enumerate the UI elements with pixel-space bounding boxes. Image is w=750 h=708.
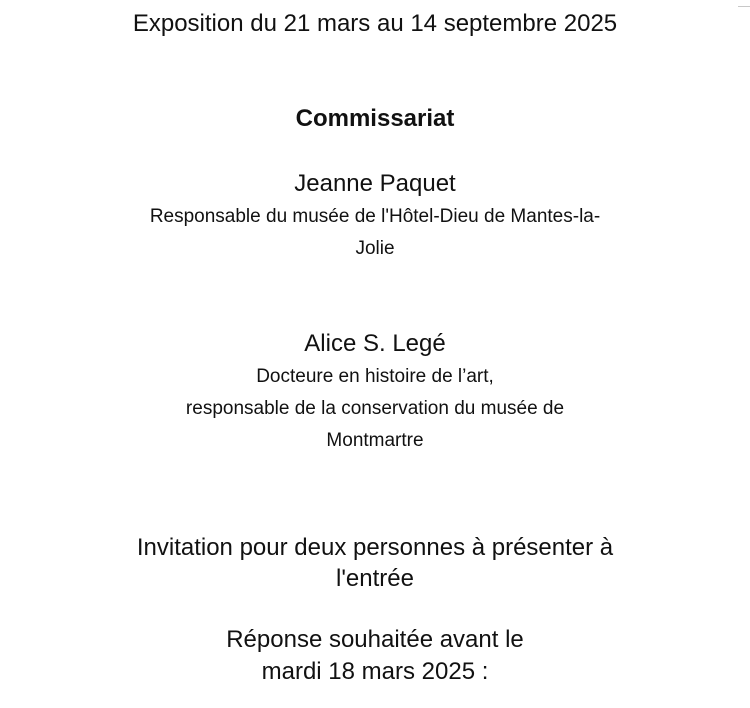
curator-role-2-line-3: Montmartre	[326, 430, 424, 451]
rsvp-line-1: Réponse souhaitée avant le	[226, 626, 524, 653]
rsvp-line-2: mardi 18 mars 2025 :	[261, 658, 489, 685]
curator-name-2: Alice S. Legé	[304, 330, 446, 357]
curation-heading: Commissariat	[295, 105, 455, 132]
curator-name-1: Jeanne Paquet	[294, 170, 456, 197]
curator-role-1-line-2: Jolie	[355, 238, 395, 259]
invitation-line-2: l'entrée	[336, 565, 414, 592]
invitation-line-1: Invitation pour deux personnes à présenter à	[136, 534, 614, 561]
exhibition-dates: Exposition du 21 mars au 14 septembre 2025	[132, 10, 618, 37]
curator-role-2-line-2: responsable de la conservation du musée de	[185, 398, 565, 419]
curator-role-2-line-1: Docteure en histoire de l’art,	[256, 366, 494, 387]
page-corner-rule	[738, 6, 750, 7]
curator-role-1-line-1: Responsable du musée de l'Hôtel-Dieu de Mantes-la-	[149, 206, 601, 227]
